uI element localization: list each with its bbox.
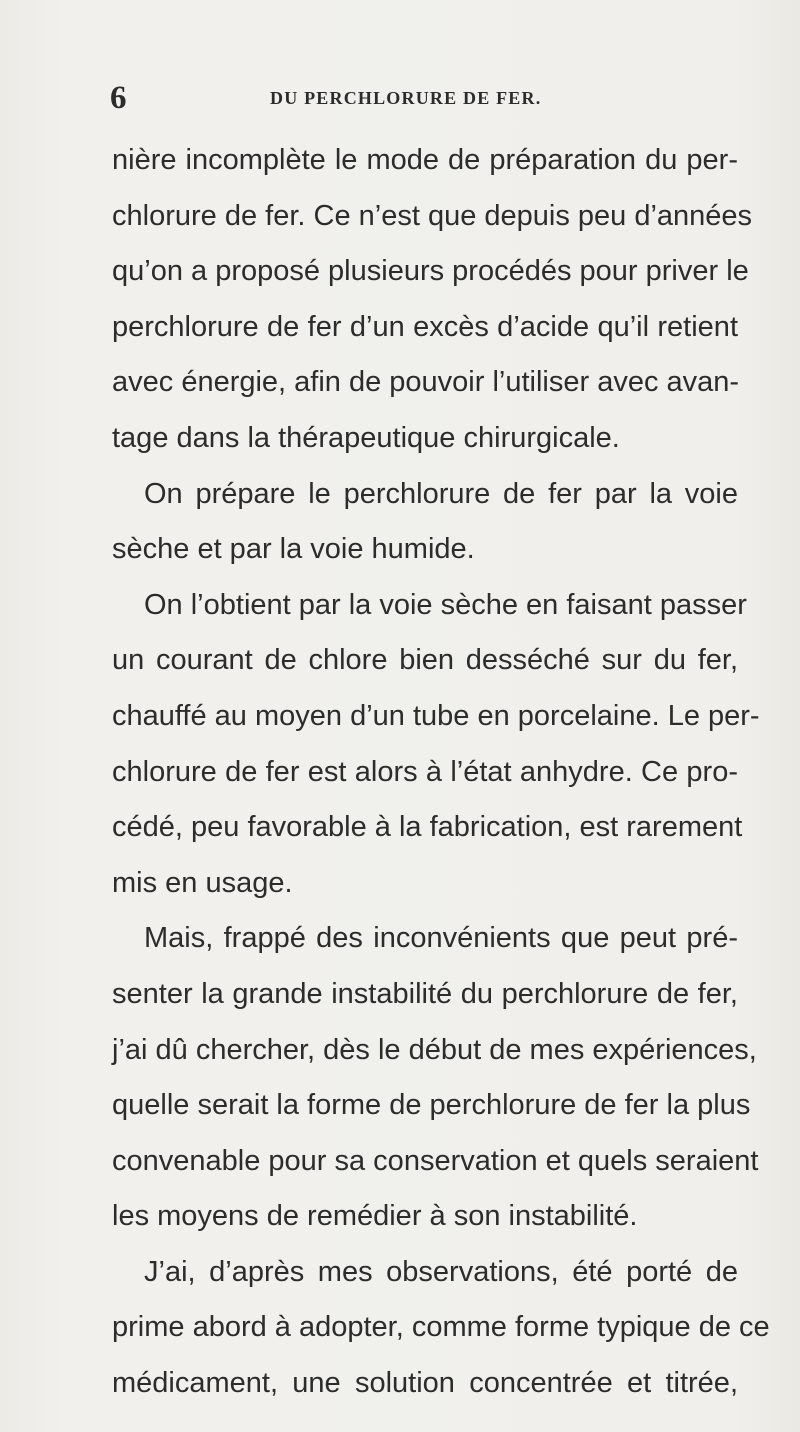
text-line: mis en usage. [112, 866, 293, 899]
text-line: Mais, frappé des inconvénients que peut pré- [144, 922, 738, 955]
text-line: senter la grande instabilité du perchlorure de fer, [112, 977, 738, 1010]
text-line: sèche et par la voie humide. [112, 533, 475, 566]
body-text [112, 133, 770, 1412]
text-line: perchlorure de fer d’un excès d’acide qu’il retient [112, 310, 738, 343]
text-line: avec énergie, afin de pouvoir l’utiliser avec avan- [112, 366, 740, 399]
text-line: prime abord à adopter, comme forme typique de ce [112, 1311, 770, 1344]
text-line: chauffé au moyen d’un tube en porcelaine. Le per- [112, 699, 760, 732]
text-line: médicament, une solution concentrée et titrée, [112, 1367, 738, 1400]
text-line: On l’obtient par la voie sèche en faisant passer [144, 588, 747, 621]
text-line: qu’on a proposé plusieurs procédés pour priver le [112, 255, 749, 288]
text-line: nière incomplète le mode de préparation du per- [112, 144, 738, 176]
text-line: cédé, peu favorable à la fabrication, est rarement [112, 811, 743, 844]
text-line: les moyens de remédier à son instabilité. [112, 1200, 638, 1233]
page-header [110, 80, 730, 120]
text-line: On prépare le perchlorure de fer par la voie [144, 477, 738, 510]
text-line: j’ai dû chercher, dès le début de mes expériences, [112, 1033, 757, 1066]
text-line: chlorure de fer. Ce n’est que depuis peu d’années [112, 199, 753, 232]
text-line: quelle serait la forme de perchlorure de fer la plus [112, 1089, 751, 1122]
text-line: chlorure de fer est alors à l’état anhydre. Ce pro- [112, 755, 738, 788]
running-head: DU PERCHLORURE DE FER. [270, 88, 542, 108]
text-line: un courant de chlore bien desséché sur du fer, [112, 644, 738, 677]
text-line: tage dans la thérapeutique chirurgicale. [112, 421, 620, 454]
text-line: J’ai, d’après mes observations, été porté de [144, 1255, 738, 1288]
page-number: 6 [110, 80, 127, 116]
text-line: convenable pour sa conservation et quels seraient [112, 1144, 759, 1177]
